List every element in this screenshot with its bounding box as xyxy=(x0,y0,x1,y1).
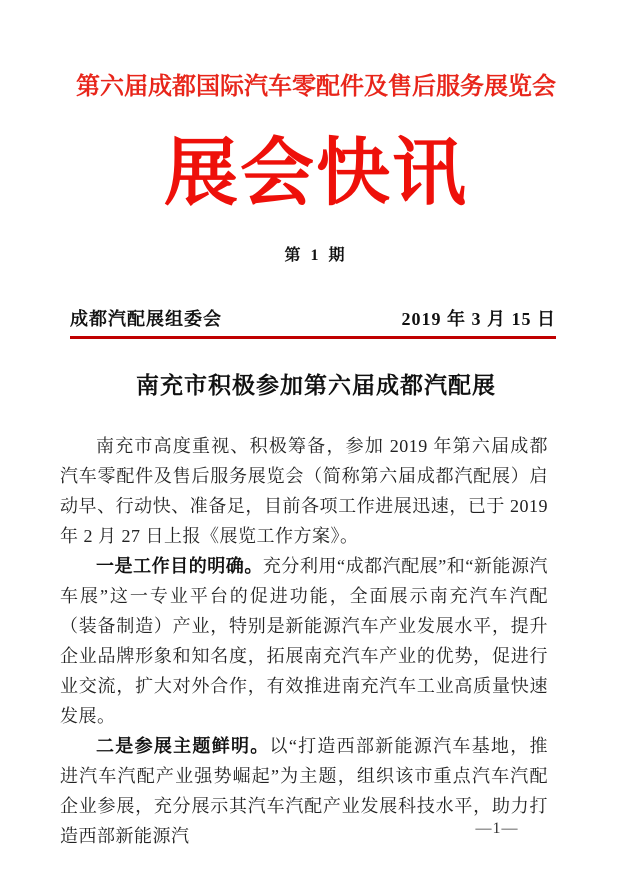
article-body xyxy=(60,431,548,851)
masthead-info-row xyxy=(70,305,556,331)
article-paragraph-2 xyxy=(60,551,548,731)
page-number: —1— xyxy=(475,820,519,837)
masthead-title: 展会快讯 xyxy=(164,133,468,216)
paragraph-2-text: 充分利用“成都汽配展”和“新能源汽车展”这一专业平台的促进功能，全面展示南充汽车汽配（装备制造）产业，特别是新能源汽车产业发展水平，提升企业品牌形象和知名度，拓展南充汽车产业的优势，促进行业交流，扩大对外合作，有效推进南充汽车工业高质量快速发展。 xyxy=(60,555,549,726)
paragraph-1-text: 南充市高度重视、积极筹备，参加 2019 年第六届成都汽车零配件及售后服务展览会（简称第六届成都汽配展）启动早、行动快、准备足，目前各项工作进展迅速，已于 2019 年 2 月 27 日上报《展览工作方案》。 xyxy=(60,435,548,546)
organizer-name: 成都汽配展组委会 xyxy=(70,309,222,330)
article-title: 南充市积极参加第六届成都汽配展 xyxy=(136,373,496,399)
masthead-divider-rule xyxy=(70,336,556,339)
article-paragraph-1 xyxy=(60,431,548,551)
issue-date: 2019 年 3 月 15 日 xyxy=(401,309,556,330)
paragraph-3-text: 以“打造西部新能源汽车基地，推进汽车汽配产业强势崛起”为主题，组织该市重点汽车汽配企业参展，充分展示其汽车汽配产业发展科技水平，助力打造西部新能源汽 xyxy=(60,735,548,846)
paragraph-3-lead: 二是参展主题鲜明。 xyxy=(96,735,270,756)
issue-number: 第 1 期 xyxy=(284,247,348,265)
event-title: 第六届成都国际汽车零配件及售后服务展览会 xyxy=(76,74,556,100)
paragraph-2-lead: 一是工作目的明确。 xyxy=(96,555,263,576)
